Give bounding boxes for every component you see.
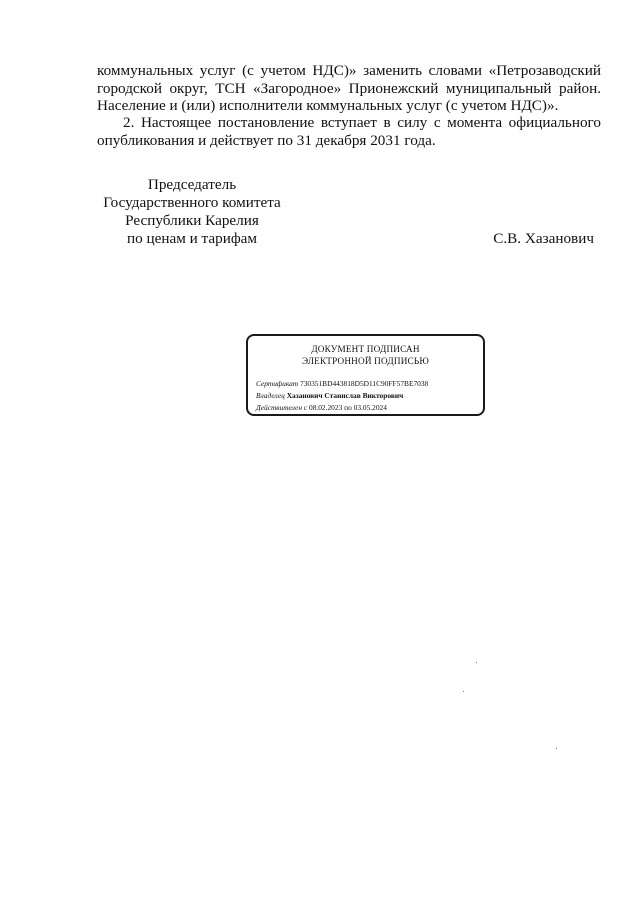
stamp-certificate-row xyxy=(256,379,428,388)
paragraph-line: опубликования и действует по 31 декабря 2031 года. xyxy=(97,131,436,149)
valid-label: Действителен xyxy=(256,403,302,412)
scan-speck xyxy=(556,748,557,749)
valid-to-label: по xyxy=(344,403,352,412)
paragraph-line: Население и (или) исполнители коммунальных услуг (с учетом НДС)». xyxy=(97,97,559,114)
signer-title-line: по ценам и тарифам xyxy=(126,230,258,247)
scan-speck xyxy=(463,691,464,692)
valid-to-date: 03.05.2024 xyxy=(353,403,387,412)
signer-title-line: Государственного комитета xyxy=(103,194,281,211)
stamp-owner-row xyxy=(256,391,403,400)
paragraph-line: коммунальных услуг (с учетом НДС)» заменить словами «Петрозаводский xyxy=(97,62,601,79)
signer-name: С.В. Хазанович xyxy=(493,230,594,247)
electronic-signature-stamp xyxy=(246,334,485,416)
signer-title-line: Республики Карелия xyxy=(125,212,259,229)
stamp-header-line: ДОКУМЕНТ ПОДПИСАН xyxy=(311,344,420,354)
stamp-header xyxy=(248,344,483,367)
paragraph-line: городской округ, ТСН «Загородное» Прионежский муниципальный район. xyxy=(97,79,601,97)
valid-from-label: с xyxy=(303,403,308,412)
certificate-value: 730351BD443818D5D11C90FF57BE7038 xyxy=(300,379,429,388)
scan-speck xyxy=(476,662,477,663)
stamp-header-line: ЭЛЕКТРОННОЙ ПОДПИСЬЮ xyxy=(302,355,429,366)
paragraph-line: 2. Настоящее постановление вступает в силу с момента официального xyxy=(123,114,601,131)
signer-title-line: Председатель xyxy=(147,176,237,193)
valid-from-date: 08.02.2023 xyxy=(309,403,343,412)
signer-position xyxy=(97,176,287,248)
certificate-label: Сертификат xyxy=(256,379,299,388)
owner-label: Владелец xyxy=(256,391,285,400)
owner-value: Хазанович Станислав Викторович xyxy=(286,391,404,400)
paragraph-effective-date xyxy=(97,114,601,149)
stamp-validity-row xyxy=(256,403,387,412)
paragraph-amendment xyxy=(97,62,601,115)
